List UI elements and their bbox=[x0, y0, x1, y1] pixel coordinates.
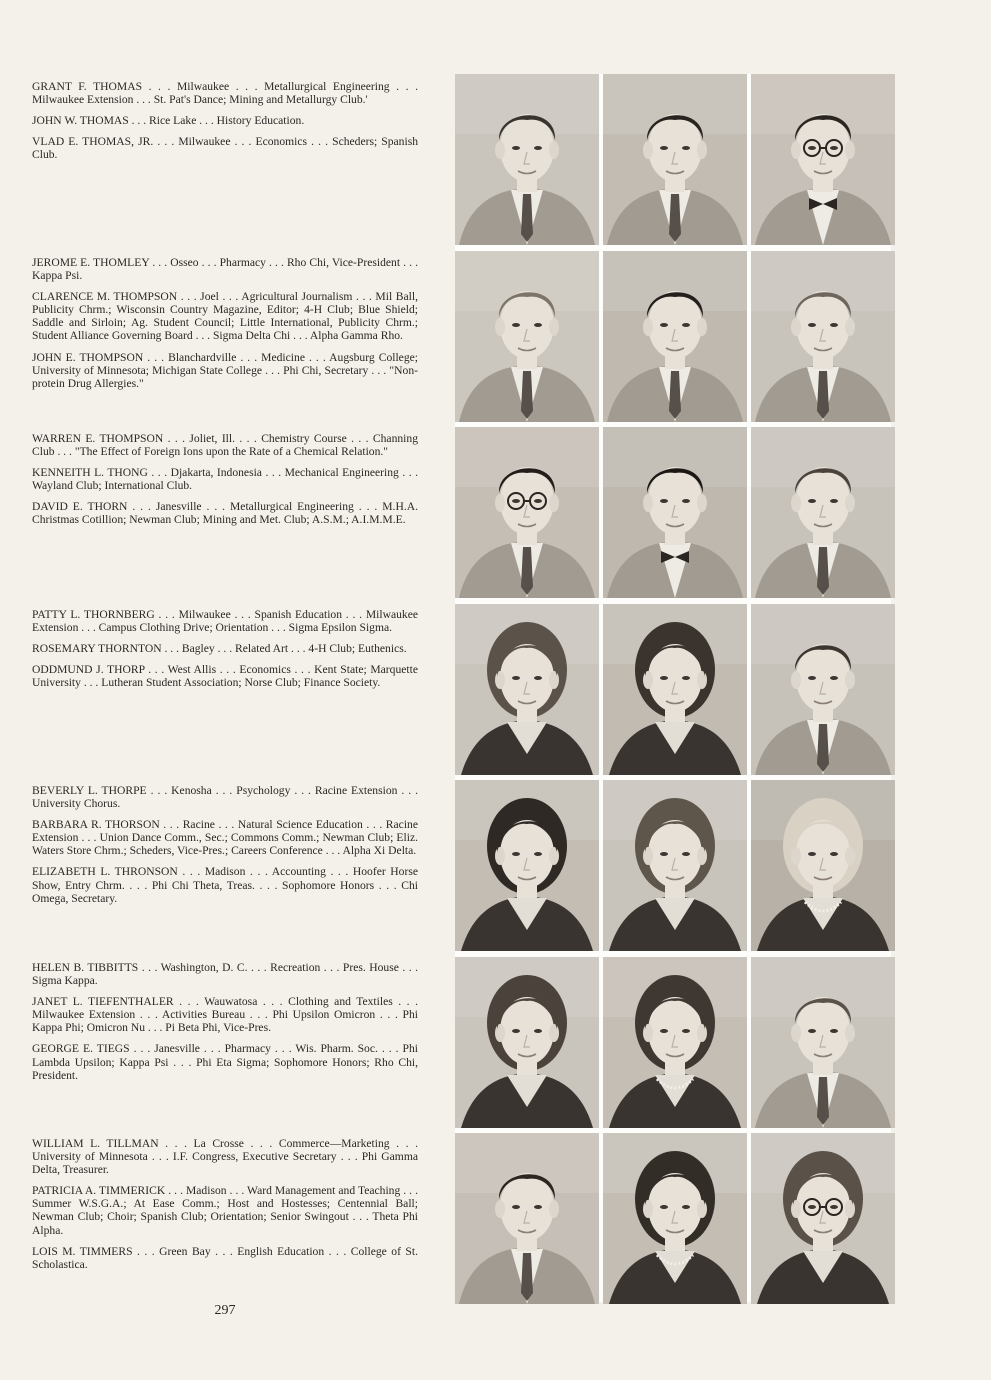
student-portrait bbox=[455, 957, 599, 1128]
biography-entry: JEROME E. THOMLEY . . . Osseo . . . Pharmacy . . . Rho Chi, Vice-President . . . Kappa Psi. bbox=[32, 256, 418, 283]
student-portrait bbox=[455, 251, 599, 422]
biography-entry: JANET L. TIEFENTHALER . . . Wauwatosa . . . Clothing and Textiles . . . Milwaukee Extension . . . Activities Bureau . . . Phi Upsilon Omicron . . . Phi Kappa Phi; Omicron Nu . . . Pi Beta Phi, Vice-Pres. bbox=[32, 995, 418, 1035]
student-portrait bbox=[455, 1133, 599, 1304]
student-portrait bbox=[751, 74, 895, 245]
biography-entry: PATTY L. THORNBERG . . . Milwaukee . . . Spanish Education . . . Milwaukee Extension . . . Campus Clothing Drive; Orientation . . . Sigma Epsilon Sigma. bbox=[32, 608, 418, 635]
biography-entry: ROSEMARY THORNTON . . . Bagley . . . Related Art . . . 4-H Club; Euthenics. bbox=[32, 642, 407, 656]
student-portrait bbox=[751, 780, 895, 951]
biography-group bbox=[32, 80, 418, 169]
biography-entry: PATRICIA A. TIMMERICK . . . Madison . . . Ward Management and Teaching . . . Summer W.S.G.A.; At Ease Comm.; Host and Hostesses; Centennial Ball; Newman Club; Choir; Spanish Club; Orientation; Senior Swingout . . . Theta Phi Alpha. bbox=[32, 1184, 418, 1237]
biography-entry: VLAD E. THOMAS, JR. . . . Milwaukee . . . Economics . . . Scheders; Spanish Club. bbox=[32, 135, 418, 162]
student-portrait bbox=[455, 427, 599, 598]
biography-entry: BARBARA R. THORSON . . . Racine . . . Natural Science Education . . . Racine Extension . . . Union Dance Comm., Sec.; Commons Comm.; Newman Club; Eliz. Waters Store Chrm.; Scheders, Vice-Pres.; Careers Conference . . . Alpha Xi Delta. bbox=[32, 818, 418, 858]
student-portrait bbox=[455, 780, 599, 951]
biography-entry: JOHN W. THOMAS . . . Rice Lake . . . History Education. bbox=[32, 114, 305, 128]
biography-entry: BEVERLY L. THORPE . . . Kenosha . . . Psychology . . . Racine Extension . . . University Chorus. bbox=[32, 784, 418, 811]
student-portrait bbox=[455, 74, 599, 245]
student-portrait bbox=[751, 427, 895, 598]
student-portrait bbox=[603, 251, 747, 422]
biography-entry: KENNEITH L. THONG . . . Djakarta, Indonesia . . . Mechanical Engineering . . . Wayland Club; International Club. bbox=[32, 466, 418, 493]
biography-entry: GEORGE E. TIEGS . . . Janesville . . . Pharmacy . . . Wis. Pharm. Soc. . . . Phi Lambda Upsilon; Kappa Psi . . . Phi Eta Sigma; Sophomore Honors; Rho Chi, President. bbox=[32, 1042, 418, 1082]
page-number: 297 bbox=[214, 1303, 236, 1318]
biography-entry: CLARENCE M. THOMPSON . . . Joel . . . Agricultural Journalism . . . Mil Ball, Publicity Chrm.; Wisconsin Country Magazine, Editor; 4-H Club; Blue Shield; Saddle and Sirloin; Ag. Student Council; Little International, Publicity Chrm.; Student Alliance Governing Board . . . Sigma Delta Chi . . . Alpha Gamma Rho. bbox=[32, 290, 418, 343]
student-portrait bbox=[603, 957, 747, 1128]
biography-entry: LOIS M. TIMMERS . . . Green Bay . . . English Education . . . College of St. Scholastica. bbox=[32, 1244, 418, 1271]
biography-entry: DAVID E. THORN . . . Janesville . . . Metallurgical Engineering . . . M.H.A. Christmas Cotillion; Newman Club; Mining and Met. Club; A.S.M.; A.I.M.M.E. bbox=[32, 500, 418, 527]
biography-entry: WILLIAM L. TILLMAN . . . La Crosse . . . Commerce—Marketing . . . University of Minnesota . . . I.F. Congress, Executive Secretary . . . Phi Gamma Delta, Treasurer. bbox=[32, 1137, 418, 1177]
biography-group bbox=[32, 1137, 418, 1279]
biography-entry: ELIZABETH L. THRONSON . . . Madison . . . Accounting . . . Hoofer Horse Show, Entry Chrm. . . . Phi Chi Theta, Treas. . . . Sophomore Honors . . . Chi Omega, Secretary. bbox=[32, 865, 418, 905]
biography-group bbox=[32, 961, 418, 1090]
biography-group bbox=[32, 608, 418, 697]
biography-entry: JOHN E. THOMPSON . . . Blanchardville . . . Medicine . . . Augsburg College; University of Minnesota; Michigan State College . . . Phi Chi, Secretary . . . "Non-protein Drug Allergies." bbox=[32, 350, 418, 390]
student-portrait bbox=[751, 251, 895, 422]
biography-entry: HELEN B. TIBBITTS . . . Washington, D. C. . . . Recreation . . . Pres. House . . . Sigma Kappa. bbox=[32, 961, 418, 988]
biography-entry: WARREN E. THOMPSON . . . Joliet, Ill. . . . Chemistry Course . . . Channing Club . . . "The Effect of Foreign Ions upon the Rate of a Chemical Relation." bbox=[32, 432, 418, 459]
biography-group bbox=[32, 784, 418, 913]
student-portrait bbox=[751, 604, 895, 775]
student-portrait bbox=[603, 780, 747, 951]
student-portrait bbox=[751, 957, 895, 1128]
biography-entry: GRANT F. THOMAS . . . Milwaukee . . . Metallurgical Engineering . . . Milwaukee Extension . . . St. Pat's Dance; Mining and Metallurgy Club.' bbox=[32, 80, 418, 107]
student-portrait bbox=[751, 1133, 895, 1304]
student-portrait bbox=[603, 1133, 747, 1304]
portrait-grid bbox=[455, 74, 891, 1302]
student-portrait bbox=[455, 604, 599, 775]
student-portrait bbox=[603, 74, 747, 245]
biography-group bbox=[32, 256, 418, 398]
biography-entry: ODDMUND J. THORP . . . West Allis . . . Economics . . . Kent State; Marquette University . . . Lutheran Student Association; Norse Club; Finance Society. bbox=[32, 663, 418, 690]
biography-group bbox=[32, 432, 418, 535]
student-portrait bbox=[603, 427, 747, 598]
student-portrait bbox=[603, 604, 747, 775]
